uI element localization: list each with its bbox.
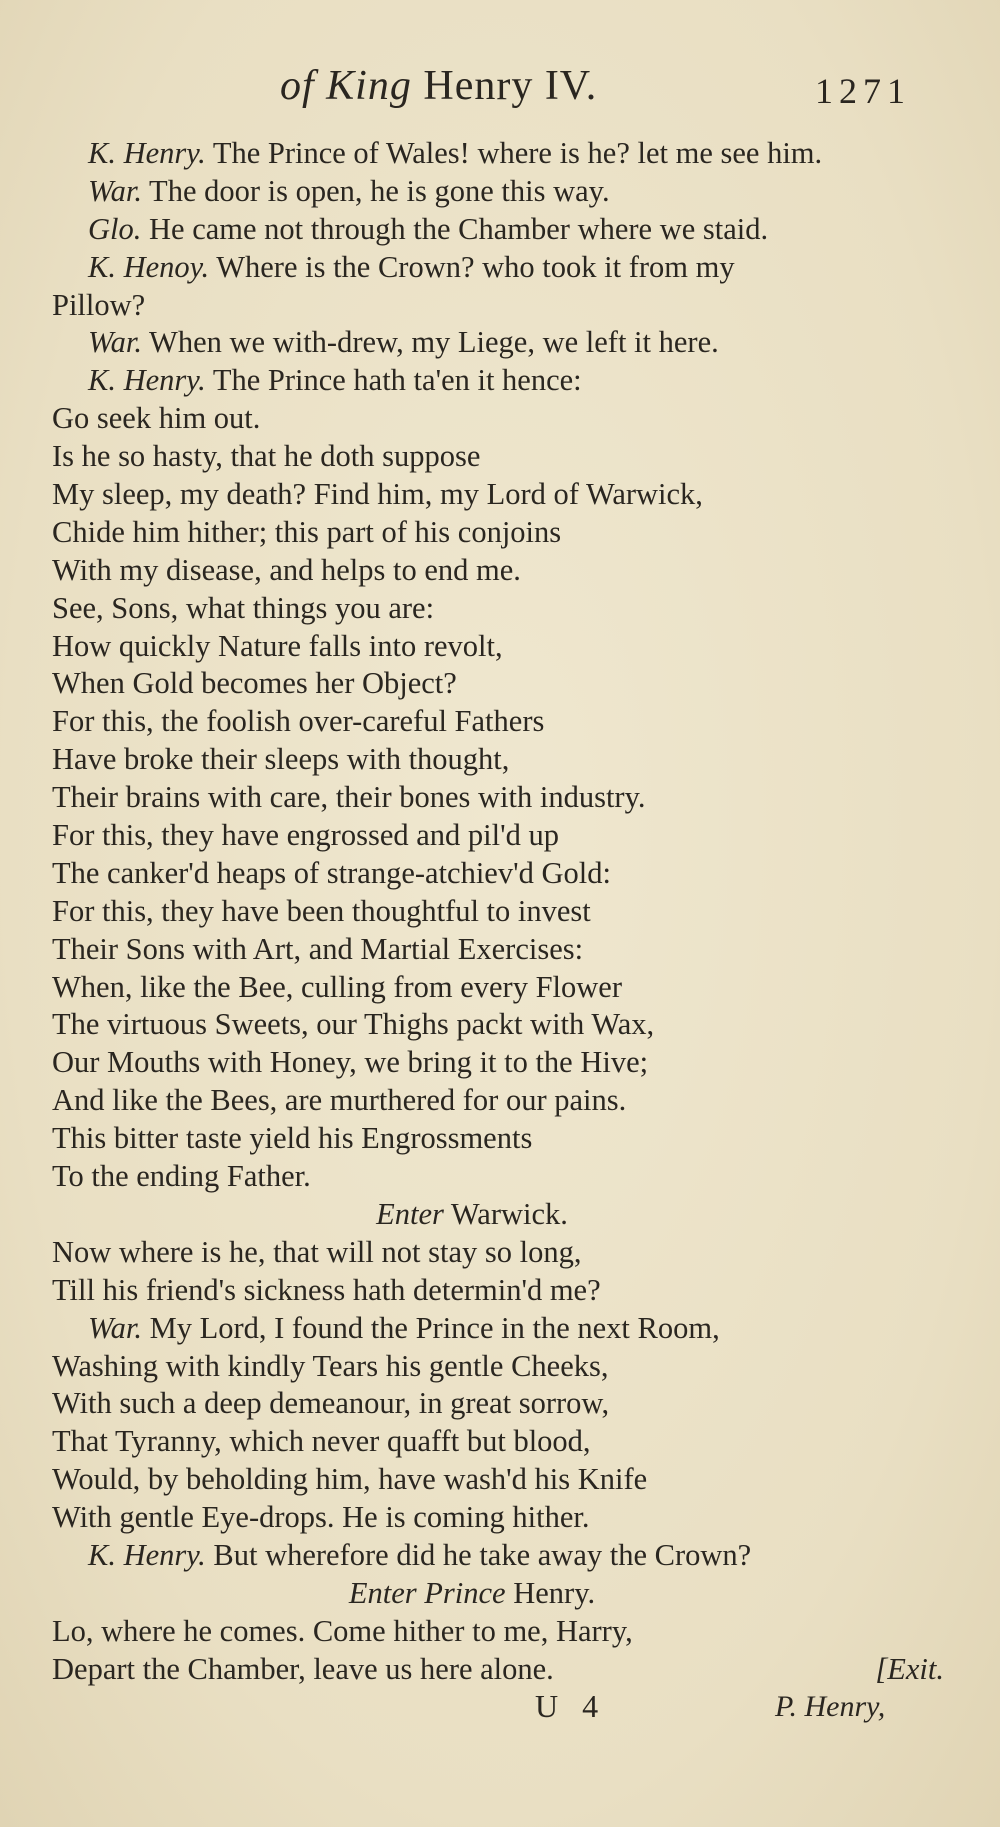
text-line: [52, 1120, 952, 1158]
line-text: Our Mouths with Honey, we bring it to the Hive;: [52, 1045, 649, 1080]
signature-mark: U 4: [535, 1688, 607, 1724]
text-line: [52, 1651, 952, 1689]
title-of: of: [280, 63, 315, 109]
exit-direction: [Exit.: [875, 1651, 944, 1686]
text-line: [52, 779, 952, 817]
text-line: [52, 173, 952, 211]
page-number: 1271: [815, 71, 911, 111]
text-line: [52, 1082, 952, 1120]
text-line: [52, 1385, 952, 1423]
text-line: [52, 211, 952, 249]
text-line: [52, 1348, 952, 1386]
stage-direction-text: Warwick.: [443, 1196, 568, 1231]
line-text: With such a deep demeanour, in great sorrow,: [52, 1386, 610, 1421]
line-text: Now where is he, that will not stay so long,: [52, 1234, 582, 1269]
line-text: See, Sons, what things you are:: [52, 590, 435, 625]
line-text: The Prince of Wales! where is he? let me see him.: [205, 136, 823, 170]
text-line: [52, 287, 952, 325]
line-text: When, like the Bee, culling from every Flower: [52, 969, 622, 1004]
text-line: [52, 1044, 952, 1082]
speaker-name: K. Henoy.: [88, 249, 210, 284]
line-text: Have broke their sleeps with thought,: [52, 742, 510, 777]
line-text: He came not through the Chamber where we staid.: [141, 211, 769, 246]
text-line: [52, 590, 952, 628]
line-text: To the ending Father.: [52, 1159, 311, 1194]
line-text: The Prince hath ta'en it hence:: [205, 363, 582, 398]
line-text: The canker'd heaps of strange-atchiev'd Gold:: [52, 855, 611, 890]
line-text: My sleep, my death? Find him, my Lord of Warwick,: [52, 477, 703, 512]
text-line: [52, 1537, 952, 1575]
stage-direction-italic: Enter Prince: [348, 1575, 506, 1610]
line-text: When Gold becomes her Object?: [52, 666, 457, 701]
line-text: Lo, where he comes. Come hither to me, Harry,: [52, 1613, 633, 1648]
text-line: [52, 1423, 952, 1461]
line-text: Go seek him out.: [52, 401, 261, 436]
text-line: [52, 514, 952, 552]
text-line: [52, 1461, 952, 1499]
text-line: [52, 1310, 952, 1348]
text-line: [52, 476, 952, 514]
text-line: [52, 324, 952, 362]
line-text: Their brains with care, their bones with industry.: [52, 780, 646, 815]
text-line: [52, 1575, 952, 1613]
line-text: Till his friend's sickness hath determin'd me?: [52, 1272, 601, 1307]
text-line: [52, 931, 952, 969]
line-text: Their Sons with Art, and Martial Exercises:: [52, 931, 584, 966]
text-line: [52, 741, 952, 779]
text-line: [52, 855, 952, 893]
line-text: Depart the Chamber, leave us here alone.: [52, 1651, 554, 1686]
title-rest: Henry IV.: [411, 63, 598, 109]
text-line: [52, 1613, 952, 1651]
stage-direction-text: Henry.: [505, 1575, 596, 1610]
text-line: [52, 703, 952, 741]
text-line: [52, 552, 952, 590]
line-text: With gentle Eye-drops. He is coming hither.: [52, 1500, 590, 1535]
speaker-name: K. Henry.: [88, 1537, 206, 1572]
line-text: For this, they have engrossed and pil'd up: [52, 818, 559, 853]
page-footer: [0, 1688, 1000, 1732]
stage-direction-italic: Enter: [376, 1196, 444, 1231]
line-text: For this, the foolish over-careful Fathers: [52, 704, 545, 739]
line-text: The door is open, he is gone this way.: [141, 173, 610, 208]
line-text: Would, by beholding him, have wash'd his Knife: [52, 1462, 648, 1497]
page-header: [0, 62, 1000, 122]
line-text: My Lord, I found the Prince in the next Room,: [141, 1310, 720, 1345]
line-text: Pillow?: [52, 287, 146, 322]
line-text: But wherefore did he take away the Crown?: [205, 1537, 752, 1572]
text-line: [52, 1158, 952, 1196]
text-line: [52, 1196, 952, 1234]
text-line: [52, 135, 952, 173]
line-text: This bitter taste yield his Engrossments: [52, 1121, 533, 1156]
text-line: [52, 249, 952, 287]
text-line: [52, 817, 952, 855]
line-text: Chide him hither; this part of his conjoins: [52, 514, 562, 549]
line-text: Is he so hasty, that he doth suppose: [52, 439, 481, 474]
line-text: With my disease, and helps to end me.: [52, 552, 521, 587]
speaker-name: Glo.: [88, 211, 142, 246]
text-line: [52, 628, 952, 666]
line-text: Washing with kindly Tears his gentle Cheeks,: [52, 1348, 609, 1383]
text-line: [52, 1006, 952, 1044]
running-title: [280, 62, 597, 110]
speaker-name: War.: [88, 1310, 142, 1345]
text-line: [52, 969, 952, 1007]
text-line: [52, 893, 952, 931]
text-line: [52, 1234, 952, 1272]
speaker-name: K. Henry.: [88, 136, 206, 170]
line-text: When we with-drew, my Liege, we left it here.: [141, 325, 719, 360]
title-king: King: [326, 63, 412, 109]
text-line: [52, 362, 952, 400]
text-line: [52, 1499, 952, 1537]
catchword: P. Henry,: [775, 1690, 886, 1723]
line-text: And like the Bees, are murthered for our pains.: [52, 1083, 627, 1118]
line-text: That Tyranny, which never quafft but blood,: [52, 1424, 591, 1459]
play-text: [52, 135, 952, 1689]
text-line: [52, 665, 952, 703]
line-text: Where is the Crown? who took it from my: [209, 249, 735, 284]
speaker-name: War.: [88, 325, 142, 360]
text-line: [52, 438, 952, 476]
speaker-name: K. Henry.: [88, 363, 206, 398]
line-text: For this, they have been thoughtful to invest: [52, 893, 591, 928]
text-line: [52, 400, 952, 438]
speaker-name: War.: [88, 173, 142, 208]
line-text: The virtuous Sweets, our Thighs packt with Wax,: [52, 1007, 655, 1042]
text-line: [52, 1272, 952, 1310]
line-text: How quickly Nature falls into revolt,: [52, 628, 503, 663]
